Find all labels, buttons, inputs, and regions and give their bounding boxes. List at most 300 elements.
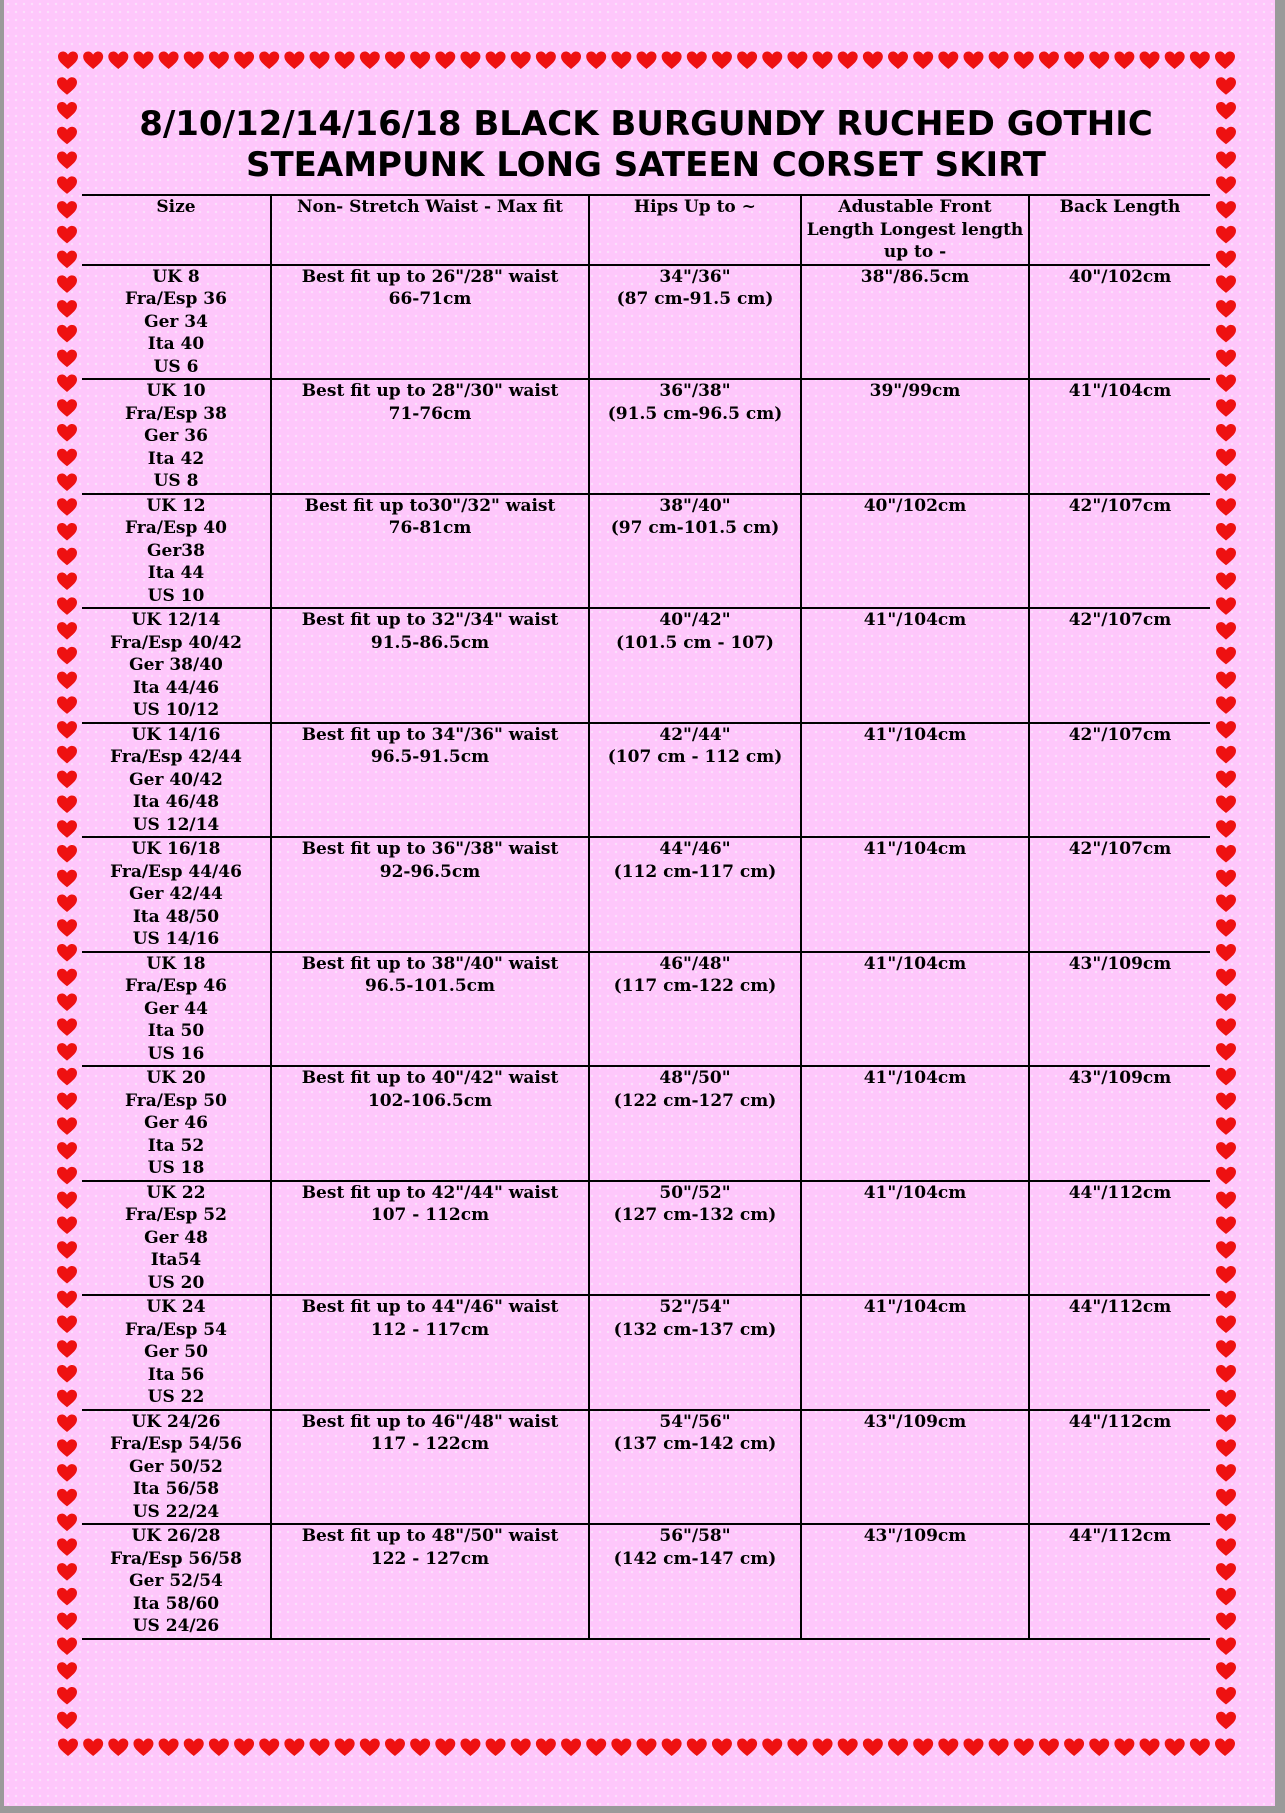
heart-icon (1216, 647, 1236, 665)
cell-text: (122 cm-127 cm) (613, 1090, 777, 1111)
heart-icon (57, 870, 77, 888)
heart-icon (1216, 201, 1236, 219)
front-length-cell (801, 723, 1029, 838)
heart-icon (1216, 622, 1236, 640)
heart-icon (1216, 1241, 1236, 1259)
heart-icon (863, 52, 883, 70)
heart-icon (1216, 1068, 1236, 1086)
heart-icon (1216, 1712, 1236, 1730)
cell-text: 41"/104cm (1068, 381, 1172, 401)
back-length-cell (1029, 494, 1210, 609)
heart-icon (938, 1739, 958, 1757)
heart-icon (586, 52, 606, 70)
cell-text: Ita 40 (147, 334, 205, 354)
heart-icon (57, 449, 77, 467)
heart-icon (611, 52, 631, 70)
heart-icon (1216, 77, 1236, 95)
header-text: Non- Stretch Waist - Max fit (296, 197, 564, 217)
heart-icon (1114, 52, 1134, 70)
cell-text: 43"/109cm (1068, 953, 1172, 974)
heart-icon (1190, 1739, 1210, 1757)
front-length-cell (801, 952, 1029, 1067)
heart-icon (1216, 1687, 1236, 1705)
heart-icon (57, 226, 77, 244)
heart-icon (1216, 1365, 1236, 1383)
heart-icon (1216, 1637, 1236, 1655)
header-back-length (1029, 195, 1210, 265)
cell-text: Fra/Esp 40/42 (110, 632, 242, 653)
cell-text: 44"/46" (659, 839, 731, 859)
title-line-2: STEAMPUNK LONG SATEEN CORSET SKIRT (246, 145, 1046, 185)
heart-icon (57, 1712, 77, 1730)
cell-text: Ger 34 (144, 311, 208, 332)
heart-icon (1064, 1739, 1084, 1757)
heart-icon (57, 1415, 77, 1433)
heart-icon (57, 77, 77, 95)
heart-icon (762, 1739, 782, 1757)
cell-text: 41"/104cm (863, 1297, 967, 1317)
cell-text: (112 cm-117 cm) (613, 861, 777, 882)
heart-icon (1216, 1266, 1236, 1284)
heart-icon (57, 1563, 77, 1581)
heart-icon (57, 1043, 77, 1061)
heart-icon (1216, 573, 1236, 591)
cell-text: 91.5-86.5cm (370, 632, 490, 653)
heart-icon (57, 548, 77, 566)
heart-icon (385, 52, 405, 70)
waist-cell (271, 494, 589, 609)
table-row (82, 952, 1210, 1067)
heart-icon (159, 1739, 179, 1757)
heart-icon (1216, 374, 1236, 392)
cell-text: Ita 58/60 (132, 1593, 220, 1614)
heart-icon (1014, 52, 1034, 70)
cell-text: 122 - 127cm (370, 1548, 490, 1569)
cell-text: Ger 38/40 (129, 655, 223, 675)
size-cell (82, 723, 271, 838)
cell-text: US 8 (153, 471, 199, 491)
heart-icon (460, 1739, 480, 1757)
cell-text: (132 cm-137 cm) (613, 1319, 777, 1340)
cell-text: 44"/112cm (1068, 1411, 1172, 1432)
waist-cell (271, 608, 589, 723)
heart-icon (586, 1739, 606, 1757)
cell-text: Best fit up to 48"/50" waist (301, 1526, 559, 1546)
hips-cell (589, 1410, 801, 1525)
front-length-cell (801, 1524, 1029, 1639)
cell-text: Fra/Esp 40 (125, 518, 227, 538)
back-length-cell (1029, 837, 1210, 952)
cell-text: UK 24 (146, 1297, 206, 1317)
cell-text: Ger 42/44 (129, 884, 223, 904)
heart-icon (57, 1316, 77, 1334)
heart-icon (963, 52, 983, 70)
heart-icon (1216, 944, 1236, 962)
cell-text: Best fit up to 40"/42" waist (301, 1068, 559, 1088)
heart-icon (561, 52, 581, 70)
heart-icon (57, 350, 77, 368)
heart-icon (57, 1390, 77, 1408)
heart-icon (1216, 1117, 1236, 1135)
heart-icon (57, 597, 77, 615)
heart-icon (611, 1739, 631, 1757)
header-text: Adustable Front (838, 197, 992, 217)
table-row (82, 1066, 1210, 1181)
cell-text: Best fit up to 36"/38" waist (301, 839, 559, 859)
heart-icon (133, 1739, 153, 1757)
heart-icon (57, 1637, 77, 1655)
heart-icon (57, 1093, 77, 1111)
cell-text: Ger 50/52 (129, 1456, 223, 1477)
size-cell (82, 1524, 271, 1639)
heart-icon (57, 201, 77, 219)
heart-icon (57, 1340, 77, 1358)
cell-text: US 18 (147, 1158, 205, 1178)
heart-icon (1216, 1415, 1236, 1433)
hips-cell (589, 608, 801, 723)
page-title (82, 98, 1210, 194)
heart-icon (1216, 1340, 1236, 1358)
waist-cell (271, 379, 589, 494)
cell-text: Fra/Esp 44/46 (110, 861, 242, 882)
heart-icon (310, 1739, 330, 1757)
heart-icon (737, 52, 757, 70)
heart-icon (410, 1739, 430, 1757)
hips-cell (589, 379, 801, 494)
cell-text: 107 - 112cm (370, 1205, 490, 1225)
hips-cell (589, 723, 801, 838)
heart-icon (1216, 895, 1236, 913)
size-cell (82, 1410, 271, 1525)
cell-text: Fra/Esp 38 (125, 403, 227, 424)
heart-icon (1216, 771, 1236, 789)
cell-text: UK 10 (146, 381, 206, 401)
heart-icon (57, 647, 77, 665)
cell-text: 38"/86.5cm (860, 266, 970, 287)
cell-text: US 12/14 (132, 814, 220, 835)
heart-icon (989, 1739, 1009, 1757)
heart-icon (1216, 597, 1236, 615)
cell-text: Fra/Esp 50 (125, 1090, 227, 1111)
front-length-cell (801, 1181, 1029, 1296)
cell-text: 41"/104cm (863, 953, 967, 974)
cell-text: UK 12/14 (131, 610, 221, 630)
heart-icon (57, 1489, 77, 1507)
cell-text: 41"/104cm (863, 1068, 967, 1088)
heart-icon (1216, 1167, 1236, 1185)
waist-cell (271, 1410, 589, 1525)
cell-text: 71-76cm (388, 403, 472, 424)
cell-text: 41"/104cm (863, 1182, 967, 1203)
cell-text: Best fit up to 34"/36" waist (301, 724, 559, 745)
heart-icon (1039, 52, 1059, 70)
heart-icon (1216, 523, 1236, 541)
heart-icon (888, 52, 908, 70)
heart-icon (57, 994, 77, 1012)
heart-icon (1216, 275, 1236, 293)
heart-icon (57, 251, 77, 269)
heart-icon (787, 52, 807, 70)
cell-text: 96.5-101.5cm (364, 976, 496, 996)
cell-text: Ger 48 (144, 1227, 208, 1248)
cell-text: 39"/99cm (869, 381, 961, 401)
cell-text: Best fit up to30"/32" waist (304, 495, 556, 516)
back-length-cell (1029, 608, 1210, 723)
heart-icon (57, 474, 77, 492)
heart-icon (1216, 820, 1236, 838)
heart-icon (486, 1739, 506, 1757)
heart-icon (57, 1538, 77, 1556)
table-row (82, 1295, 1210, 1410)
back-length-cell (1029, 1410, 1210, 1525)
heart-icon (108, 52, 128, 70)
heart-icon (57, 820, 77, 838)
back-length-cell (1029, 1524, 1210, 1639)
cell-text: UK 18 (146, 953, 206, 974)
heart-icon (963, 1739, 983, 1757)
heart-icon (335, 1739, 355, 1757)
cell-text: US 14/16 (132, 929, 220, 949)
heart-icon (1216, 102, 1236, 120)
waist-cell (271, 837, 589, 952)
cell-text: Ger 46 (144, 1113, 208, 1133)
heart-icon (1140, 52, 1160, 70)
heart-icon (57, 672, 77, 690)
heart-icon (58, 52, 78, 70)
heart-icon (1216, 127, 1236, 145)
heart-icon (1216, 548, 1236, 566)
heart-icon (57, 895, 77, 913)
table-row (82, 265, 1210, 380)
heart-icon (57, 919, 77, 937)
heart-icon (712, 52, 732, 70)
cell-text: Fra/Esp 52 (125, 1205, 227, 1225)
heart-icon (1216, 696, 1236, 714)
cell-text: 42"/107cm (1068, 495, 1172, 516)
cell-text: UK 22 (146, 1182, 206, 1203)
header-text: up to - (883, 242, 947, 262)
heart-icon (813, 52, 833, 70)
heart-icon (435, 1739, 455, 1757)
heart-icon (1215, 52, 1235, 70)
heart-icon (57, 399, 77, 417)
heart-icon (435, 52, 455, 70)
heart-icon (838, 52, 858, 70)
heart-icon (310, 52, 330, 70)
cell-text: Ita 44 (147, 563, 205, 583)
heart-icon (1216, 1464, 1236, 1482)
heart-icon (1216, 226, 1236, 244)
front-length-cell (801, 608, 1029, 723)
cell-text: 117 - 122cm (370, 1434, 490, 1454)
heart-icon (989, 52, 1009, 70)
heart-icon (1216, 1316, 1236, 1334)
hips-cell (589, 1295, 801, 1410)
front-length-cell (801, 1410, 1029, 1525)
cell-text: 41"/104cm (863, 610, 967, 630)
heart-icon (561, 1739, 581, 1757)
hips-cell (589, 265, 801, 380)
cell-text: UK 16/18 (131, 839, 221, 859)
heart-icon (913, 1739, 933, 1757)
back-length-cell (1029, 265, 1210, 380)
heart-icon (57, 1241, 77, 1259)
cell-text: US 10 (147, 585, 205, 606)
heart-icon (57, 424, 77, 442)
cell-text: Fra/Esp 46 (125, 976, 227, 996)
cell-text: 112 - 117cm (370, 1319, 490, 1340)
heart-icon (133, 52, 153, 70)
heart-icon (159, 52, 179, 70)
front-length-cell (801, 265, 1029, 380)
cell-text: Fra/Esp 54 (125, 1319, 227, 1340)
cell-text: Fra/Esp 42/44 (110, 747, 242, 767)
heart-icon (737, 1739, 757, 1757)
heart-icon (486, 52, 506, 70)
cell-text: US 16 (147, 1043, 205, 1064)
heart-icon (1216, 176, 1236, 194)
heart-icon (360, 52, 380, 70)
heart-icon (209, 1739, 229, 1757)
heart-icon (1216, 251, 1236, 269)
cell-text: 92-96.5cm (379, 861, 481, 882)
heart-icon (57, 1216, 77, 1234)
heart-icon (1216, 325, 1236, 343)
size-cell (82, 837, 271, 952)
heart-icon (460, 52, 480, 70)
cell-text: US 20 (147, 1272, 205, 1293)
heart-icon (1039, 1739, 1059, 1757)
heart-icon (57, 498, 77, 516)
heart-icon (1165, 1739, 1185, 1757)
cell-text: 43"/109cm (1068, 1068, 1172, 1088)
heart-icon (259, 52, 279, 70)
heart-icon (1216, 672, 1236, 690)
heart-icon (57, 696, 77, 714)
document-page (4, 0, 1275, 1806)
heart-icon (1014, 1739, 1034, 1757)
back-length-cell (1029, 1295, 1210, 1410)
cell-text: 50"/52" (659, 1182, 731, 1203)
heart-icon (1089, 1739, 1109, 1757)
hips-cell (589, 837, 801, 952)
heart-icon (209, 52, 229, 70)
heart-icon (762, 52, 782, 70)
heart-icon (1216, 498, 1236, 516)
heart-icon (57, 300, 77, 318)
heart-icon (1216, 1439, 1236, 1457)
heart-icon (57, 1291, 77, 1309)
cell-text: 44"/112cm (1068, 1526, 1172, 1546)
size-chart-table (82, 194, 1210, 1640)
header-text: Length Longest length (806, 219, 1024, 240)
table-row (82, 837, 1210, 952)
heart-icon (1215, 1739, 1235, 1757)
heart-icon (57, 1167, 77, 1185)
cell-text: UK 24/26 (131, 1411, 221, 1432)
cell-text: 38"/40" (659, 495, 731, 516)
cell-text: US 10/12 (132, 700, 220, 720)
heart-icon (1216, 919, 1236, 937)
table-row (82, 1524, 1210, 1639)
cell-text: Ita54 (150, 1250, 202, 1270)
heart-icon (57, 1192, 77, 1210)
cell-text: Best fit up to 38"/40" waist (301, 953, 559, 974)
cell-text: 43"/109cm (863, 1526, 967, 1546)
cell-text: Ita 48/50 (132, 906, 220, 927)
heart-icon (57, 1266, 77, 1284)
heart-icon (57, 1687, 77, 1705)
cell-text: Fra/Esp 36 (125, 289, 227, 309)
heart-icon (662, 52, 682, 70)
cell-text: 96.5-91.5cm (370, 747, 490, 767)
heart-icon (637, 52, 657, 70)
heart-icon (1216, 424, 1236, 442)
heart-icon (1216, 1216, 1236, 1234)
front-length-cell (801, 1295, 1029, 1410)
heart-icon (57, 1662, 77, 1680)
hips-cell (589, 494, 801, 609)
heart-icon (234, 52, 254, 70)
waist-cell (271, 265, 589, 380)
table-row (82, 1181, 1210, 1296)
heart-icon (1114, 1739, 1134, 1757)
header-text: Back Length (1059, 197, 1181, 217)
cell-text: (91.5 cm-96.5 cm) (607, 403, 783, 424)
cell-text: UK 20 (146, 1068, 206, 1088)
cell-text: (107 cm - 112 cm) (607, 747, 783, 767)
cell-text: Ger38 (147, 540, 205, 561)
cell-text: Ger 40/42 (129, 769, 223, 790)
heart-icon (360, 1739, 380, 1757)
cell-text: 52"/54" (659, 1297, 731, 1317)
cell-text: 54"/56" (659, 1411, 731, 1432)
heart-icon (284, 52, 304, 70)
cell-text: 34"/36" (659, 266, 731, 287)
front-length-cell (801, 837, 1029, 952)
hips-cell (589, 952, 801, 1067)
heart-icon (1216, 1018, 1236, 1035)
heart-icon (57, 102, 77, 120)
table-row (82, 1410, 1210, 1525)
heart-icon (536, 1739, 556, 1757)
cell-text: Fra/Esp 54/56 (110, 1434, 242, 1454)
header-hips (589, 195, 801, 265)
table-row (82, 494, 1210, 609)
heart-icon (57, 771, 77, 789)
cell-text: (137 cm-142 cm) (613, 1434, 777, 1454)
size-cell (82, 265, 271, 380)
heart-icon (1216, 746, 1236, 764)
cell-text: Ger 52/54 (129, 1571, 223, 1591)
waist-cell (271, 1066, 589, 1181)
back-length-cell (1029, 1181, 1210, 1296)
cell-text: 41"/104cm (863, 724, 967, 745)
heart-icon (1216, 399, 1236, 417)
heart-icon (57, 721, 77, 739)
header-text: Hips Up to ~ (634, 197, 756, 217)
heart-icon (57, 1588, 77, 1606)
cell-text: Ita 56/58 (132, 1479, 220, 1499)
cell-text: Best fit up to 28"/30" waist (301, 381, 559, 401)
heart-icon (938, 52, 958, 70)
size-cell (82, 1181, 271, 1296)
cell-text: Ita 56 (147, 1364, 205, 1385)
heart-icon (712, 1739, 732, 1757)
cell-text: 36"/38" (659, 381, 731, 401)
cell-text: 44"/112cm (1068, 1182, 1172, 1203)
heart-icon (335, 52, 355, 70)
